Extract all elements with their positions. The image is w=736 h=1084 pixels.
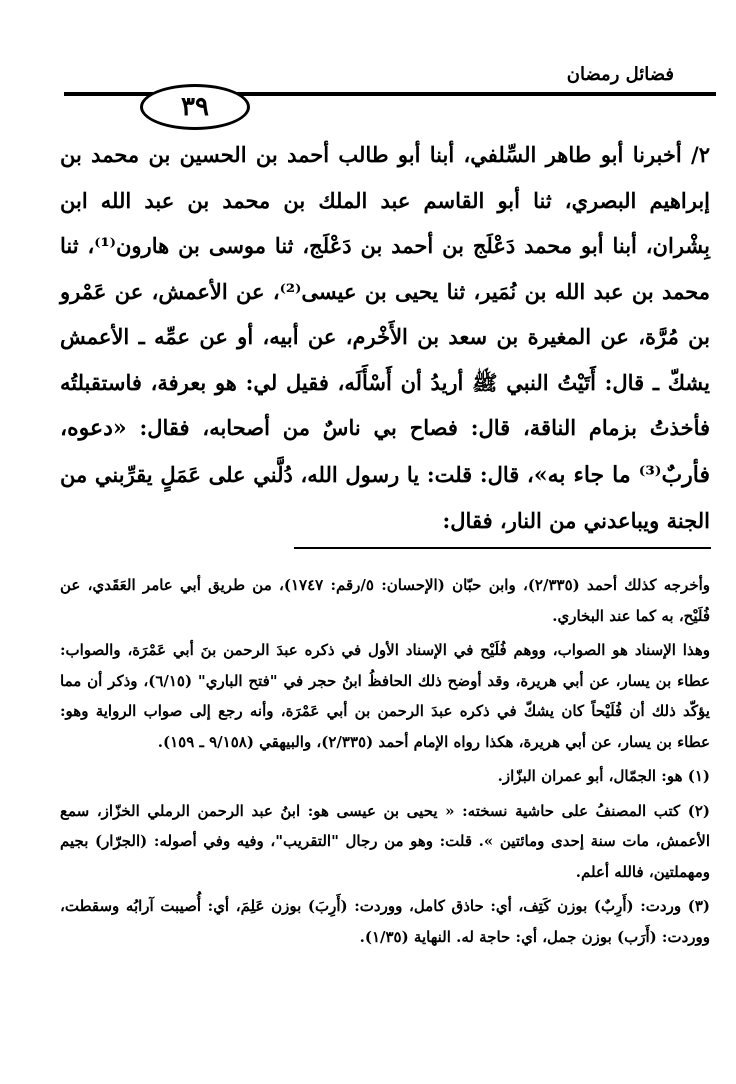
footnote-3: (٣) وردت: (أَرِبٌ) بوزن كَتِف، أي: حاذق كامل، ووردت: (أَرِبَ) بوزن عَلِمَ، أي: أُصيبت آرابُه وسقطت، ووردت: (أَرَب) بوزن جمل، أي: حاجة له. النهاية (١/٣٥). (60, 897, 710, 946)
isnad-text: ٢/ أخبرنا أبو طاهر السِّلفي، أبنا أبو طالب أحمد بن الحسين بن محمد بن إبراهيم البصري، ثنا أبو القاسم عبد الملك بن محمد بن عبد الله ابن بِشْران، أبنا أبو محمد دَعْلَج بن أحمد بن دَعْلَج، ثنا موسى بن هارون⁽¹⁾، ثنا محمد بن عبد الله بن نُمَير، ثنا يحيى بن عيسى⁽²⁾، عن الأعمش، عن عَمْرو بن مُرَّة، عن المغيرة بن سعد بن الأَخْرم، عن أبيه، أو عن عمِّه ـ الأعمش يشكّ ـ قال: أَتَيْتُ النبي ﷺ أريدُ أن أَسْأَلَه، فقيل لي: هو بعرفة، فاستقبلتُه فأخذتُ بزمام الناقة، قال: فصاح بي ناسٌ من أصحابه، فقال: (60, 142, 711, 440)
main-text (60, 132, 710, 544)
footnote-1: (١) هو: الجمّال، أبو عمران البزّاز. (497, 767, 710, 785)
footnote-carryover-2: وهذا الإسناد هو الصواب، ووهم فُلَيْح في الإسناد الأول في ذكره عبدَ الرحمن بنَ أبي عَمْرَة، والصواب: عطاء بن يسار، عن أبي هريرة، وقد أوضح ذلك الحافظُ ابنُ حجر في "فتح الباري" (٦/١٥)، وذكر أن مما يؤكّد ذلك أن فُلَيْحاً كان يشكّ في ذكره عبدَ الرحمن بن أبي عَمْرَة، وأنه رجع إلى صواب الرواية وهو: عطاء بن يسار، عن أبي هريرة، هكذا رواه الإمام أحمد (٢/٣٣٥)، والبيهقي (٩/١٥٨ ـ ١٥٩). (60, 641, 711, 751)
footnote-separator (294, 547, 711, 549)
page-number: ٣٩ (181, 92, 209, 122)
footnotes (60, 570, 710, 956)
hadith-paragraph (60, 132, 710, 544)
hadith-quote: «دعوه، فأربٌ⁽³⁾ ما جاء به» (60, 415, 710, 488)
continuation-text: ، قال: قلت: يا رسول الله، دُلَّني على عَمَلٍ يقرِّبني من الجنة ويباعدني من النار، فقال: (60, 461, 710, 533)
running-title: فضائل رمضان (566, 64, 674, 85)
page-number-oval (140, 84, 250, 130)
footnote-carryover-1: وأخرجه كذلك أحمد (٢/٣٣٥)، وابن حبّان (الإحسان: ٥/رقم: ١٧٤٧)، من طريق أبي عامر العَقَدي، عن فُلَيْح، به كما عند البخاري. (60, 576, 711, 625)
footnote-2: (٢) كتب المصنفُ على حاشية نسخته: « يحيى بن عيسى هو: ابنُ عبد الرحمن الرملي الخزّاز، سمع الأعمش، مات سنة إحدى ومائتين ». قلت: وهو من رجال "التقريب"، وفيه وفي أصوله: (الجرّار) بجيم ومهملتين، فالله أعلم. (60, 801, 710, 881)
